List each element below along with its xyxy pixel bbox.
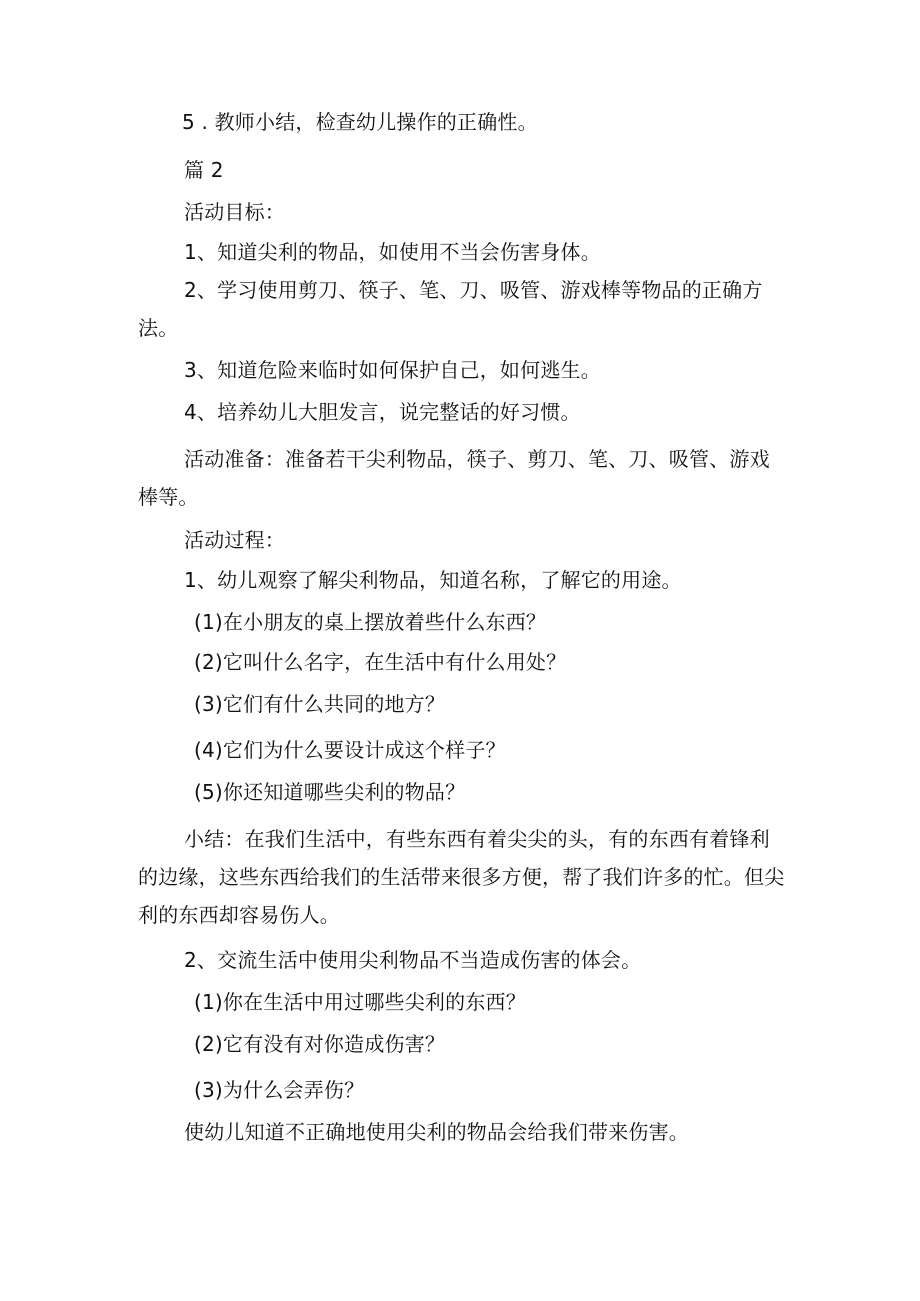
question-1-2: (2)它叫什么名字，在生活中有什么用处？ — [194, 650, 567, 674]
question-1-4: (4)它们为什么要设计成这个样子？ — [194, 738, 506, 762]
question-2-1: (1)你在生活中用过哪些尖利的东西？ — [194, 990, 526, 1014]
goal-1: 1、知道尖利的物品，如使用不当会伤害身体。 — [184, 240, 601, 264]
step-5-summary: 5 . 教师小结，检查幼儿操作的正确性。 — [182, 110, 538, 134]
closing-paragraph: 使幼儿知道不正确地使用尖利的物品会给我们带来伤害。 — [184, 1120, 689, 1144]
question-1-5: (5)你还知道哪些尖利的物品？ — [194, 780, 466, 804]
process-step-2: 2、交流生活中使用尖利物品不当造成伤害的体会。 — [184, 948, 642, 972]
question-1-1: (1)在小朋友的桌上摆放着些什么东西？ — [194, 610, 547, 634]
question-2-3: (3)为什么会弄伤？ — [194, 1078, 365, 1102]
goal-4: 4、培养幼儿大胆发言，说完整话的好习惯。 — [184, 400, 581, 424]
process-step-1: 1、幼儿观察了解尖利物品，知道名称，了解它的用途。 — [184, 568, 682, 592]
process-heading: 活动过程： — [184, 528, 285, 552]
section-heading: 篇 2 — [184, 158, 224, 182]
goals-heading: 活动目标： — [184, 200, 285, 224]
question-1-3: (3)它们有什么共同的地方？ — [194, 692, 446, 716]
summary-paragraph: 小结：在我们生活中，有些东西有着尖尖的头，有的东西有着锋利的边缘，这些东西给我们的生活带来很多方便，帮了我们许多的忙。但尖利的东西却容易伤人。 — [138, 827, 785, 927]
goal-3: 3、知道危险来临时如何保护自己，如何逃生。 — [184, 358, 601, 382]
preparation-paragraph: 活动准备：准备若干尖利物品，筷子、剪刀、笔、刀、吸管、游戏棒等。 — [138, 447, 770, 509]
goal-2: 2、学习使用剪刀、筷子、笔、刀、吸管、游戏棒等物品的正确方法。 — [138, 278, 763, 340]
question-2-2: (2)它有没有对你造成伤害？ — [194, 1032, 446, 1056]
